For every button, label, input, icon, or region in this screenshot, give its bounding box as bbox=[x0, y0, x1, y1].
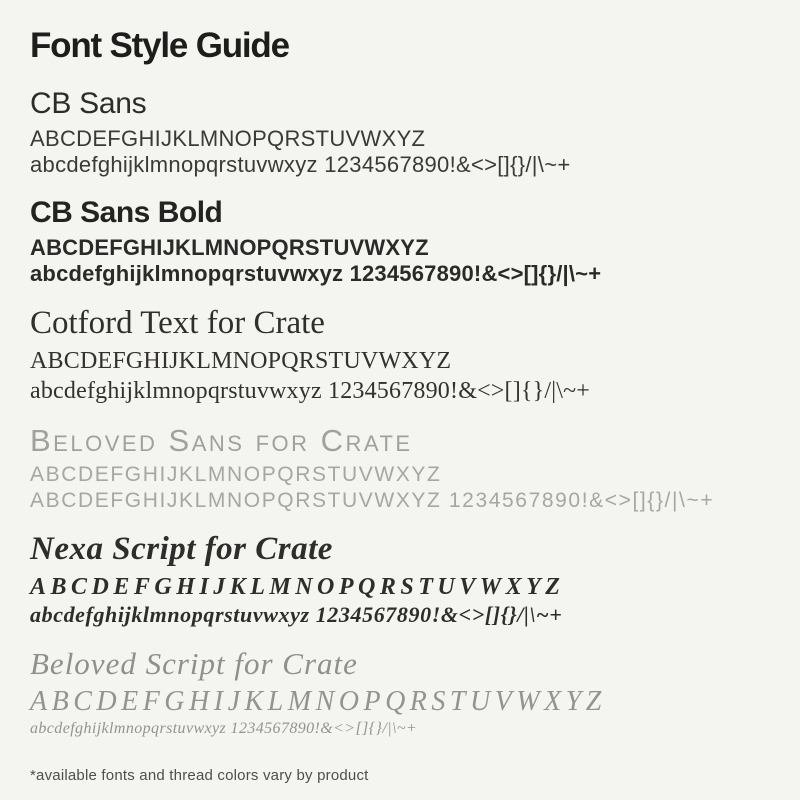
font-name: CB Sans Bold bbox=[30, 196, 223, 230]
uppercase-specimen: ABCDEFGHIJKLMNOPQRSTUVWXYZ bbox=[30, 463, 442, 487]
font-section-beloved-sans bbox=[30, 423, 770, 514]
page-title: Font Style Guide bbox=[30, 26, 289, 65]
font-name: Nexa Script for Crate bbox=[30, 530, 333, 567]
lowercase-specimen: abcdefghijklmnopqrstuvwxyz 1234567890!&<>[]{}/|\~+ bbox=[30, 720, 418, 738]
lowercase-specimen: abcdefghijklmnopqrstuvwxyz 1234567890!&<>[]{}/|\~+ bbox=[30, 261, 602, 287]
font-name: Beloved Script for Crate bbox=[30, 645, 358, 681]
font-section-cb-sans-bold bbox=[30, 196, 770, 288]
font-section-beloved-script bbox=[30, 646, 770, 739]
font-name: Cotford Text for Crate bbox=[30, 305, 325, 342]
font-name: Beloved Sans for Crate bbox=[30, 422, 413, 458]
uppercase-specimen: ABCDEFGHIJKLMNOPQRSTUVWXYZ bbox=[30, 686, 606, 718]
uppercase-specimen: ABCDEFGHIJKLMNOPQRSTUVWXYZ bbox=[30, 348, 452, 375]
uppercase-specimen: ABCDEFGHIJKLMNOPQRSTUVWXYZ bbox=[30, 125, 426, 151]
lowercase-specimen: abcdefghijklmnopqrstuvwxyz 1234567890!&<>[]{}/|\~+ bbox=[30, 601, 563, 627]
lowercase-specimen: abcdefghijklmnopqrstuvwxyz 1234567890!&<>[]{}/|\~+ bbox=[30, 377, 591, 404]
lowercase-specimen: ABCDEFGHIJKLMNOPQRSTUVWXYZ 1234567890!&<>[]{}/|\~+ bbox=[30, 489, 715, 513]
font-section-nexa-script bbox=[30, 531, 770, 629]
availability-footnote: *available fonts and thread colors vary by product bbox=[30, 767, 369, 784]
uppercase-specimen: ABCDEFGHIJKLMNOPQRSTUVWXYZ bbox=[30, 573, 565, 600]
font-name: CB Sans bbox=[30, 87, 147, 120]
font-section-cb-sans bbox=[30, 87, 770, 179]
uppercase-specimen: ABCDEFGHIJKLMNOPQRSTUVWXYZ bbox=[30, 234, 429, 260]
lowercase-specimen: abcdefghijklmnopqrstuvwxyz 1234567890!&<>[]{}/|\~+ bbox=[30, 152, 571, 178]
font-section-cotford-text bbox=[30, 305, 770, 405]
